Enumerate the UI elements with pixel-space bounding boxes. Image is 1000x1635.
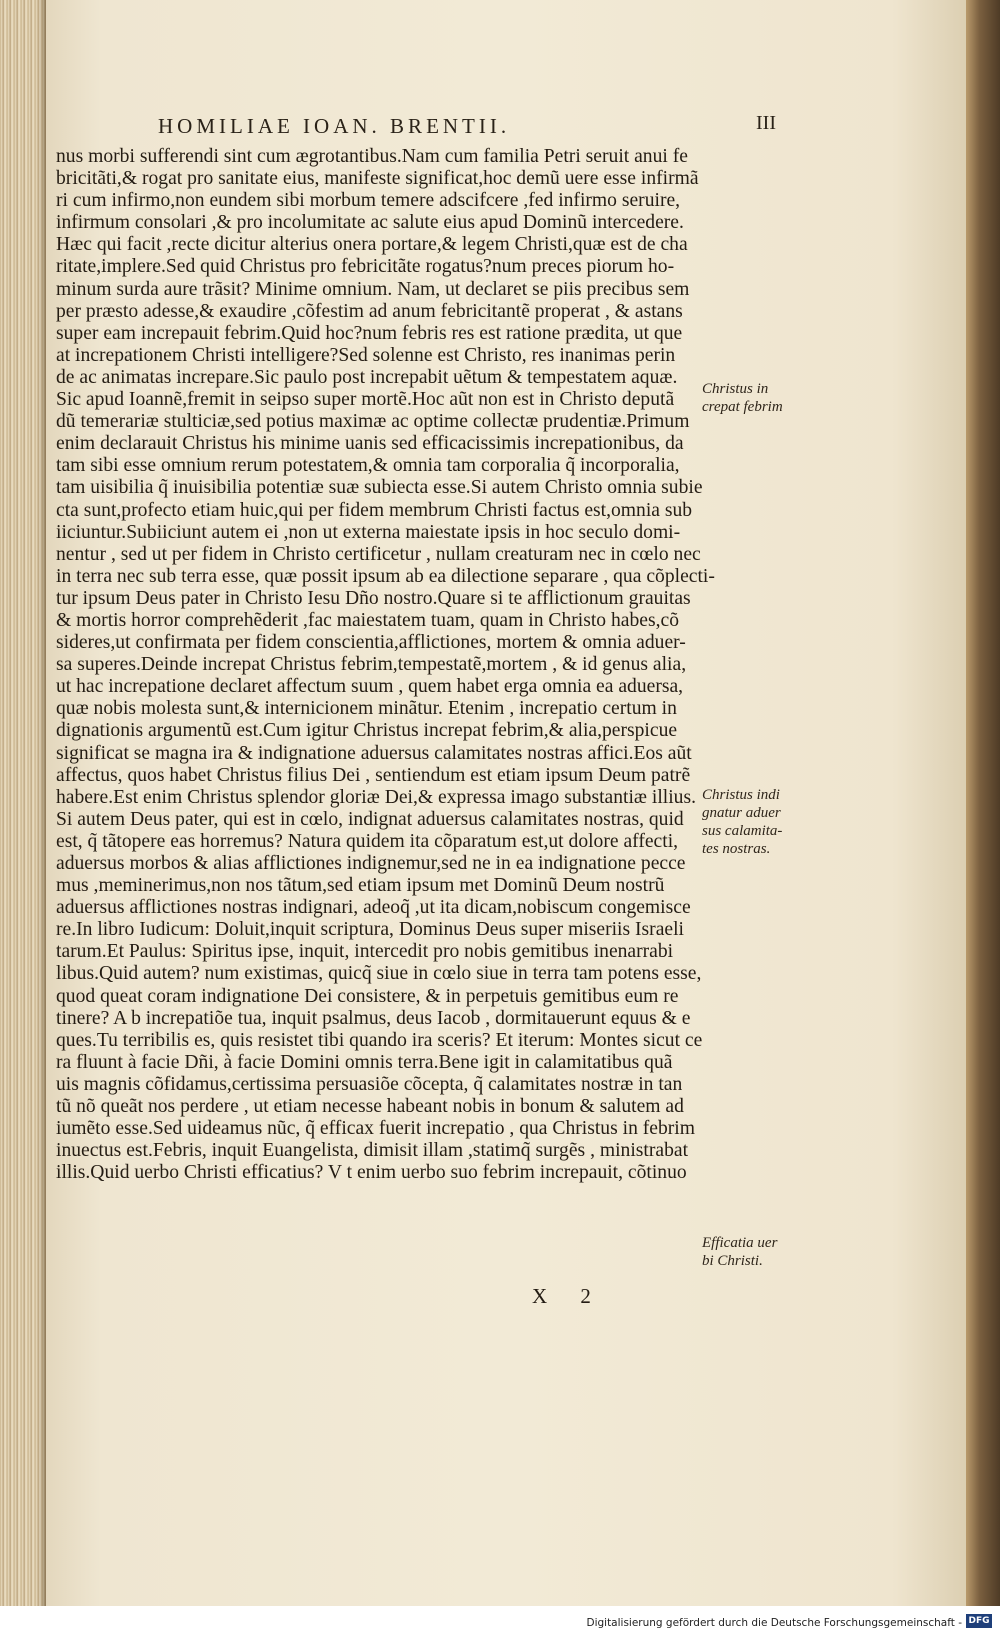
text-line: dignationis argumentũ est.Cum igitur Christus increpat febrim,& alia,perspicue	[56, 720, 678, 742]
text-line: iumẽto esse.Sed uideamus nũc, q̃ efficax fuerit increpatio , qua Christus in febrim	[56, 1118, 695, 1140]
text-line: est, q̃ tãtopere eas horremus? Natura quidem ita cõparatum est,ut dolore affecti,	[56, 830, 679, 852]
text-line: Hæc qui facit ,recte dicitur alterius onera portare,& legem Christi,quæ est de cha	[56, 234, 688, 256]
text-line: per præsto adesse,& exaudire ,cõfestim ad anum febricitantẽ properat , & astans	[56, 300, 683, 322]
text-line: significat se magna ira & indignatione aduersus calamitates nostras affici.Eos aũt	[56, 742, 692, 764]
text-line: tũ nõ queãt nos perdere , ut etiam necesse habeant nobis in bonum & salutem ad	[56, 1096, 684, 1118]
dfg-logo: DFG	[966, 1614, 992, 1628]
text-line: tarum.Et Paulus: Spiritus ipse, inquit, intercedit pro nobis gemitibus inenarrabi	[56, 941, 674, 963]
text-line: quæ nobis molesta sunt,& internicionem minãtur. Etenim , increpatio certum in	[56, 698, 677, 720]
marginal-note-line: Christus indi	[702, 787, 780, 803]
text-line: ri cum infirmo,non eundem sibi morbum temere adscifcere ,fed infirmo seruire,	[56, 190, 681, 212]
text-line: tam sibi esse omnium rerum potestatem,& omnia tam corporalia q̃ incorporalia,	[56, 455, 680, 477]
book-binding	[966, 0, 1000, 1606]
text-line: illis.Quid uerbo Christi efficatius? V t enim uerbo suo febrim increpauit, cõtinuo	[56, 1162, 687, 1184]
text-line: Sic apud Ioannẽ,fremit in seipso super mortẽ.Hoc aũt non est in Christo deputã	[56, 389, 675, 411]
text-line: aduersus morbos & alias afflictiones indignemur,sed ne in ea indignatione pecce	[56, 853, 686, 874]
marginal-note-line: gnatur aduer	[702, 805, 781, 821]
marginal-note-line: Efficatia uer	[702, 1235, 778, 1251]
marginal-note-line: tes nostras.	[702, 841, 771, 857]
marginal-note	[702, 786, 802, 858]
text-line: libus.Quid autem? num existimas, quicq̃ siue in cœlo siue in terra tam potens esse,	[56, 963, 702, 985]
text-line: cta sunt,profecto etiam huic,qui per fidem membrum Christi factus est,omnia sub	[56, 499, 693, 521]
text-line: super eam increpauit febrim.Quid hoc?num febris res est ratione prædita, ut que	[56, 322, 683, 344]
text-line: ques.Tu terribilis es, quis resistet tibi quando ira sceris? Et iterum: Montes sicut ce	[56, 1029, 703, 1051]
marginal-note	[702, 380, 802, 416]
text-line: Si autem Deus pater, qui est in cœlo, indignat aduersus calamitates nostras, quid	[56, 808, 684, 830]
folio-number: III	[756, 112, 776, 134]
text-line: mus ,meminerimus,non nos tãtum,sed etiam ipsum met Dominũ Deum nostrũ	[56, 875, 665, 897]
text-line: habere.Est enim Christus splendor gloriæ Dei,& expressa imago substantiæ illius.	[56, 786, 696, 808]
text-line: dũ temerariæ stulticiæ,sed potius maximæ ac optime collectæ prudentiæ.Primum	[56, 411, 690, 433]
text-line: sideres,ut confirmata per fidem conscientia,afflictiones, mortem & omnia aduer-	[56, 632, 686, 654]
text-line: enim declarauit Christus his minime uanis sed efficacissimis increpationibus, da	[56, 433, 684, 455]
signature-mark: X 2	[532, 1284, 605, 1308]
text-line: uis magnis cõfidamus,certissima persuasiõe cõcepta, q̃ calamitates nostræ in tan	[56, 1073, 683, 1095]
text-line: nentur , sed ut per fidem in Christo certificetur , nullam creaturam nec in cœlo nec	[56, 543, 701, 565]
text-line: affectus, quos habet Christus filius Dei , sentiendum est etiam ipsum Deum patrẽ	[56, 764, 691, 786]
text-line: ritate,implere.Sed quid Christus pro febricitãte rogatus?num preces piorum ho-	[56, 256, 675, 278]
text-line: minum surda aure trãsit? Minime omnium. Nam, ut declaret se piis precibus sem	[56, 278, 690, 300]
text-line: tam uisibilia q̃ inuisibilia potentiæ suæ subiecta esse.Si autem Christo omnia subie	[56, 477, 703, 499]
funding-credit: Digitalisierung gefördert durch die Deutsche Forschungsgemeinschaft -	[586, 1617, 962, 1629]
text-line: tinere? A b increpatiõe tua, inquit psalmus, deus Iacob , dormitauerunt equus & e	[56, 1007, 691, 1029]
text-line: quod queat coram indignatione Dei consistere, & in perpetuis gemitibus eum re	[56, 985, 679, 1007]
text-line: nus morbi sufferendi sint cum ægrotantibus.Nam cum familia Petri seruit anui fe	[56, 146, 688, 167]
text-line: sa superes.Deinde increpat Christus febrim,tempestatẽ,mortem , & id genus alia,	[56, 654, 687, 676]
text-line: ut hac increpatione declaret affectum suum , quem habet erga omnia ea aduersa,	[56, 676, 684, 698]
text-line: re.In libro Iudicum: Doluit,inquit scriptura, Dominus Deus super miseriis Israeli	[56, 919, 684, 941]
marginal-note-line: sus calamita-	[702, 823, 783, 839]
text-line: ra fluunt à facie Dñi, à facie Domini omnis terra.Bene igit in calamitatibus quã	[56, 1051, 673, 1073]
marginal-note-line: bi Christi.	[702, 1253, 763, 1269]
text-line: inuectus est.Febris, inquit Euangelista, dimisit illam ,statimq̃ surgẽs , ministrabat	[56, 1140, 689, 1162]
text-line: iiciuntur.Subiiciunt autem ei ,non ut externa maiestate ipsis in hoc seculo domi-	[56, 521, 681, 543]
body-text	[56, 146, 748, 1184]
marginal-note	[702, 1234, 802, 1270]
text-line: at increpationem Christi intelligere?Sed solenne est Christo, res inanimas perin	[56, 344, 676, 366]
running-head: HOMILIAE IOAN. BRENTII.	[158, 114, 511, 138]
book-page	[46, 0, 966, 1606]
page-edges	[0, 0, 46, 1606]
marginal-note-line: Christus in	[702, 381, 769, 397]
text-line: in terra nec sub terra esse, quæ possit ipsum ab ea dilectione separare , qua cõplecti-	[56, 565, 715, 587]
marginal-note-line: crepat febrim	[702, 399, 783, 415]
text-line: infirmum consolari ,& pro incolumitate ac salute eius apud Dominũ intercedere.	[56, 212, 684, 234]
text-line: & mortis horror comprehẽderit ,fac maiestatem tuam, quam in Christo habes,cõ	[56, 609, 680, 631]
text-line: aduersus afflictiones nostras indignari, adeoq̃ ,ut ita dicam,nobiscum congemisce	[56, 897, 691, 919]
text-line: de ac animatas increpare.Sic paulo post increpabit uẽtum & tempestatem aquæ.	[56, 366, 678, 388]
text-line: tur ipsum Deus pater in Christo Iesu Dño nostro.Quare si te afflictionum grauitas	[56, 587, 691, 609]
text-line: bricitãti,& rogat pro sanitate eius, manifeste significat,hoc demũ uere esse infirmã	[56, 168, 699, 190]
